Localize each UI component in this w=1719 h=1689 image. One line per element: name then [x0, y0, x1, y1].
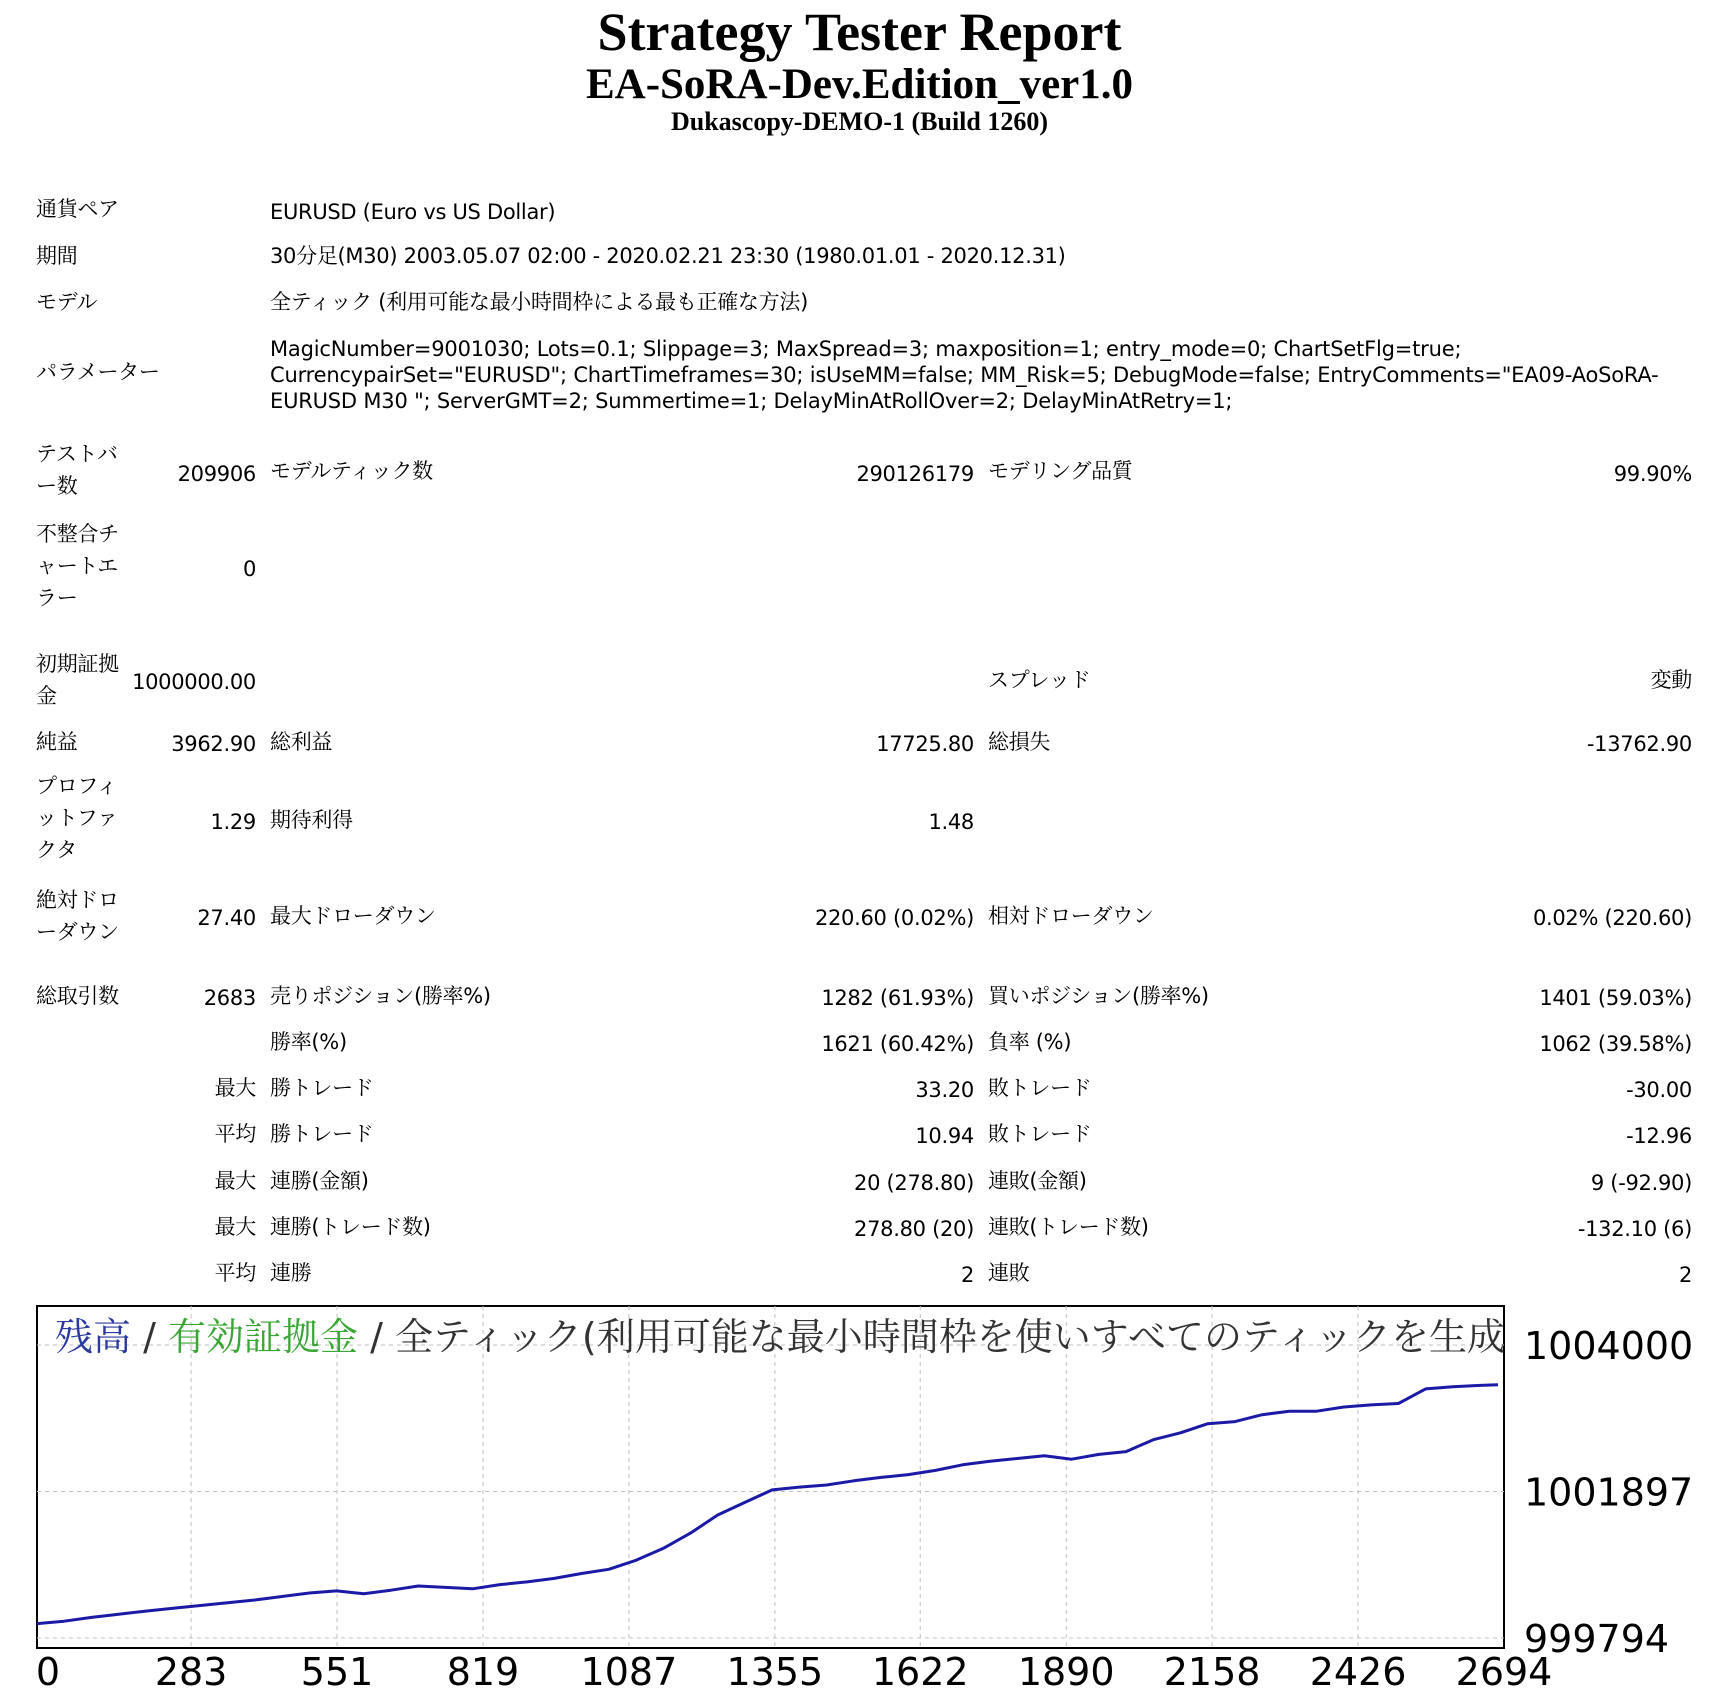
quality-label: モデリング品質	[988, 459, 1133, 483]
x-tick-label: 2158	[1163, 1650, 1261, 1689]
profit-factor-label: プロフィットファクタ	[36, 774, 118, 862]
x-tick-label: 283	[154, 1650, 228, 1689]
ticks-value: 290126179	[856, 462, 974, 486]
model-label: モデル	[36, 290, 98, 314]
symbol-value: EURUSD (Euro vs US Dollar)	[270, 200, 556, 224]
model-value: 全ティック (利用可能な最小時間枠による最も正確な方法)	[270, 290, 808, 314]
avg-consec-wins-value: 2	[960, 1263, 974, 1287]
max-consec-losses-money-label: 連敗(金額)	[988, 1169, 1087, 1193]
expected-payoff-value: 1.48	[928, 810, 974, 834]
max-consec-wins-money-label: 連勝(金額)	[270, 1169, 369, 1193]
legend-equity: 有効証拠金	[167, 1315, 358, 1359]
deposit-label: 初期証拠金	[36, 652, 119, 708]
x-tick-label: 551	[300, 1650, 374, 1689]
x-tick-label: 1890	[1017, 1650, 1115, 1689]
bars-value: 209906	[177, 462, 256, 486]
x-tick-label: 2426	[1309, 1650, 1407, 1689]
average-loss-value: -12.96	[1626, 1124, 1692, 1148]
report-title: Strategy Tester Report	[597, 2, 1122, 62]
long-positions-label: 買いポジション(勝率%)	[988, 984, 1209, 1008]
maximal-drawdown-value: 220.60 (0.02%)	[814, 906, 974, 930]
mismatch-value: 0	[242, 557, 256, 581]
x-tick-label: 1355	[726, 1650, 824, 1689]
x-tick-label: 0	[35, 1650, 61, 1689]
avg-consec-prefix: 平均	[214, 1261, 256, 1285]
params-label: パラメーター	[36, 360, 160, 384]
x-tick-label: 1087	[580, 1650, 678, 1689]
x-tick-label: 2694	[1455, 1650, 1553, 1689]
largest-prefix: 最大	[214, 1076, 256, 1100]
gross-loss-label: 総損失	[988, 730, 1051, 754]
x-tick-label: 819	[446, 1650, 520, 1689]
average-prefix: 平均	[214, 1122, 256, 1146]
largest-loss-value: -30.00	[1626, 1078, 1692, 1102]
x-tick-label: 1622	[871, 1650, 969, 1689]
net-profit-label: 純益	[36, 730, 78, 754]
relative-drawdown-label: 相対ドローダウン	[988, 904, 1154, 928]
chart-legend	[55, 1315, 1505, 1359]
short-positions-value: 1282 (61.93%)	[821, 986, 974, 1010]
gross-loss-value: -13762.90	[1586, 732, 1692, 756]
max-consec-loss-label: 連敗(トレード数)	[988, 1215, 1149, 1239]
legend-model: 全ティック(利用可能な最小時間枠を使いすべてのティックを生成	[394, 1315, 1505, 1359]
balance-chart	[0, 1300, 1719, 1689]
period-value: 30分足(M30) 2003.05.07 02:00 - 2020.02.21 23:30 (1980.01.01 - 2020.12.31)	[270, 244, 1066, 268]
short-positions-label: 売りポジション(勝率%)	[270, 984, 491, 1008]
net-profit-value: 3962.90	[171, 732, 256, 756]
gross-profit-label: 総利益	[270, 730, 333, 754]
y-tick-label: 1004000	[1524, 1324, 1694, 1368]
absolute-drawdown-label: 絶対ドローダウン	[36, 888, 119, 944]
relative-drawdown-value: 0.02% (220.60)	[1532, 906, 1692, 930]
average-win-value: 10.94	[915, 1124, 974, 1148]
ticks-label: モデルティック数	[270, 459, 433, 483]
avg-consec-wins-label: 連勝	[270, 1261, 312, 1285]
total-trades-label: 総取引数	[36, 984, 119, 1008]
max-consec-count-prefix: 最大	[214, 1215, 256, 1239]
params-value: MagicNumber=9001030; Lots=0.1; Slippage=3; MaxSpread=3; maxposition=1; entry_mode=0; ChartSetFlg=true; CurrencypairSet="EURUSD"; ChartTimeframes=30; isUseMM=false; MM_Risk=5; DebugMode=false; EntryComments="EA09-AoSoRA-EURUSD M30 "; ServerGMT=2; Summertime=1; DelayMinAtRollOver=2; DelayMinAtRetry=1;	[270, 337, 1659, 413]
mismatch-label: 不整合チャートエラー	[36, 522, 119, 610]
long-positions-value: 1401 (59.03%)	[1539, 986, 1692, 1010]
average-win-label: 勝トレード	[270, 1122, 374, 1146]
y-tick-labels	[1524, 1324, 1693, 1661]
max-consec-wins-money-value: 20 (278.80)	[854, 1171, 974, 1195]
ea-name: EA-SoRA-Dev.Edition_ver1.0	[585, 61, 1134, 108]
max-consec-prefix: 最大	[214, 1169, 256, 1193]
x-tick-labels	[36, 1650, 1552, 1689]
avg-consec-losses-label: 連敗	[988, 1261, 1030, 1285]
avg-consec-losses-value: 2	[1678, 1263, 1692, 1287]
spread-label: スプレッド	[988, 668, 1091, 692]
win-rate-value: 1621 (60.42%)	[821, 1032, 974, 1056]
win-rate-label: 勝率(%)	[270, 1030, 347, 1054]
max-consec-loss-value: -132.10 (6)	[1577, 1217, 1692, 1241]
legend-balance: 残高	[55, 1315, 132, 1359]
average-loss-label: 敗トレード	[988, 1122, 1092, 1146]
deposit-value: 1000000.00	[132, 670, 256, 694]
legend-sep-2: /	[358, 1315, 395, 1359]
profit-factor-value: 1.29	[210, 810, 256, 834]
largest-loss-label: 敗トレード	[988, 1076, 1092, 1100]
absolute-drawdown-value: 27.40	[197, 906, 256, 930]
max-consec-profit-value: 278.80 (20)	[854, 1217, 974, 1241]
symbol-label: 通貨ペア	[36, 197, 119, 221]
bars-label: テストバー数	[36, 442, 118, 498]
max-consec-losses-money-value: 9 (-92.90)	[1590, 1171, 1692, 1195]
maximal-drawdown-label: 最大ドローダウン	[270, 904, 436, 928]
max-consec-profit-label: 連勝(トレード数)	[270, 1215, 431, 1239]
largest-win-value: 33.20	[915, 1078, 974, 1102]
gross-profit-value: 17725.80	[876, 732, 974, 756]
loss-rate-value: 1062 (39.58%)	[1539, 1032, 1692, 1056]
spread-value: 変動	[1650, 668, 1692, 692]
y-tick-label: 1001897	[1524, 1470, 1694, 1515]
legend-sep-1: /	[131, 1315, 168, 1359]
period-label: 期間	[36, 244, 78, 268]
expected-payoff-label: 期待利得	[270, 808, 353, 832]
quality-value: 99.90%	[1613, 462, 1692, 486]
loss-rate-label: 負率 (%)	[988, 1030, 1072, 1054]
total-trades-value: 2683	[203, 986, 256, 1010]
largest-win-label: 勝トレード	[270, 1076, 374, 1100]
y-tick-label: 999794	[1524, 1617, 1670, 1661]
server-build: Dukascopy-DEMO-1 (Build 1260)	[670, 107, 1049, 136]
